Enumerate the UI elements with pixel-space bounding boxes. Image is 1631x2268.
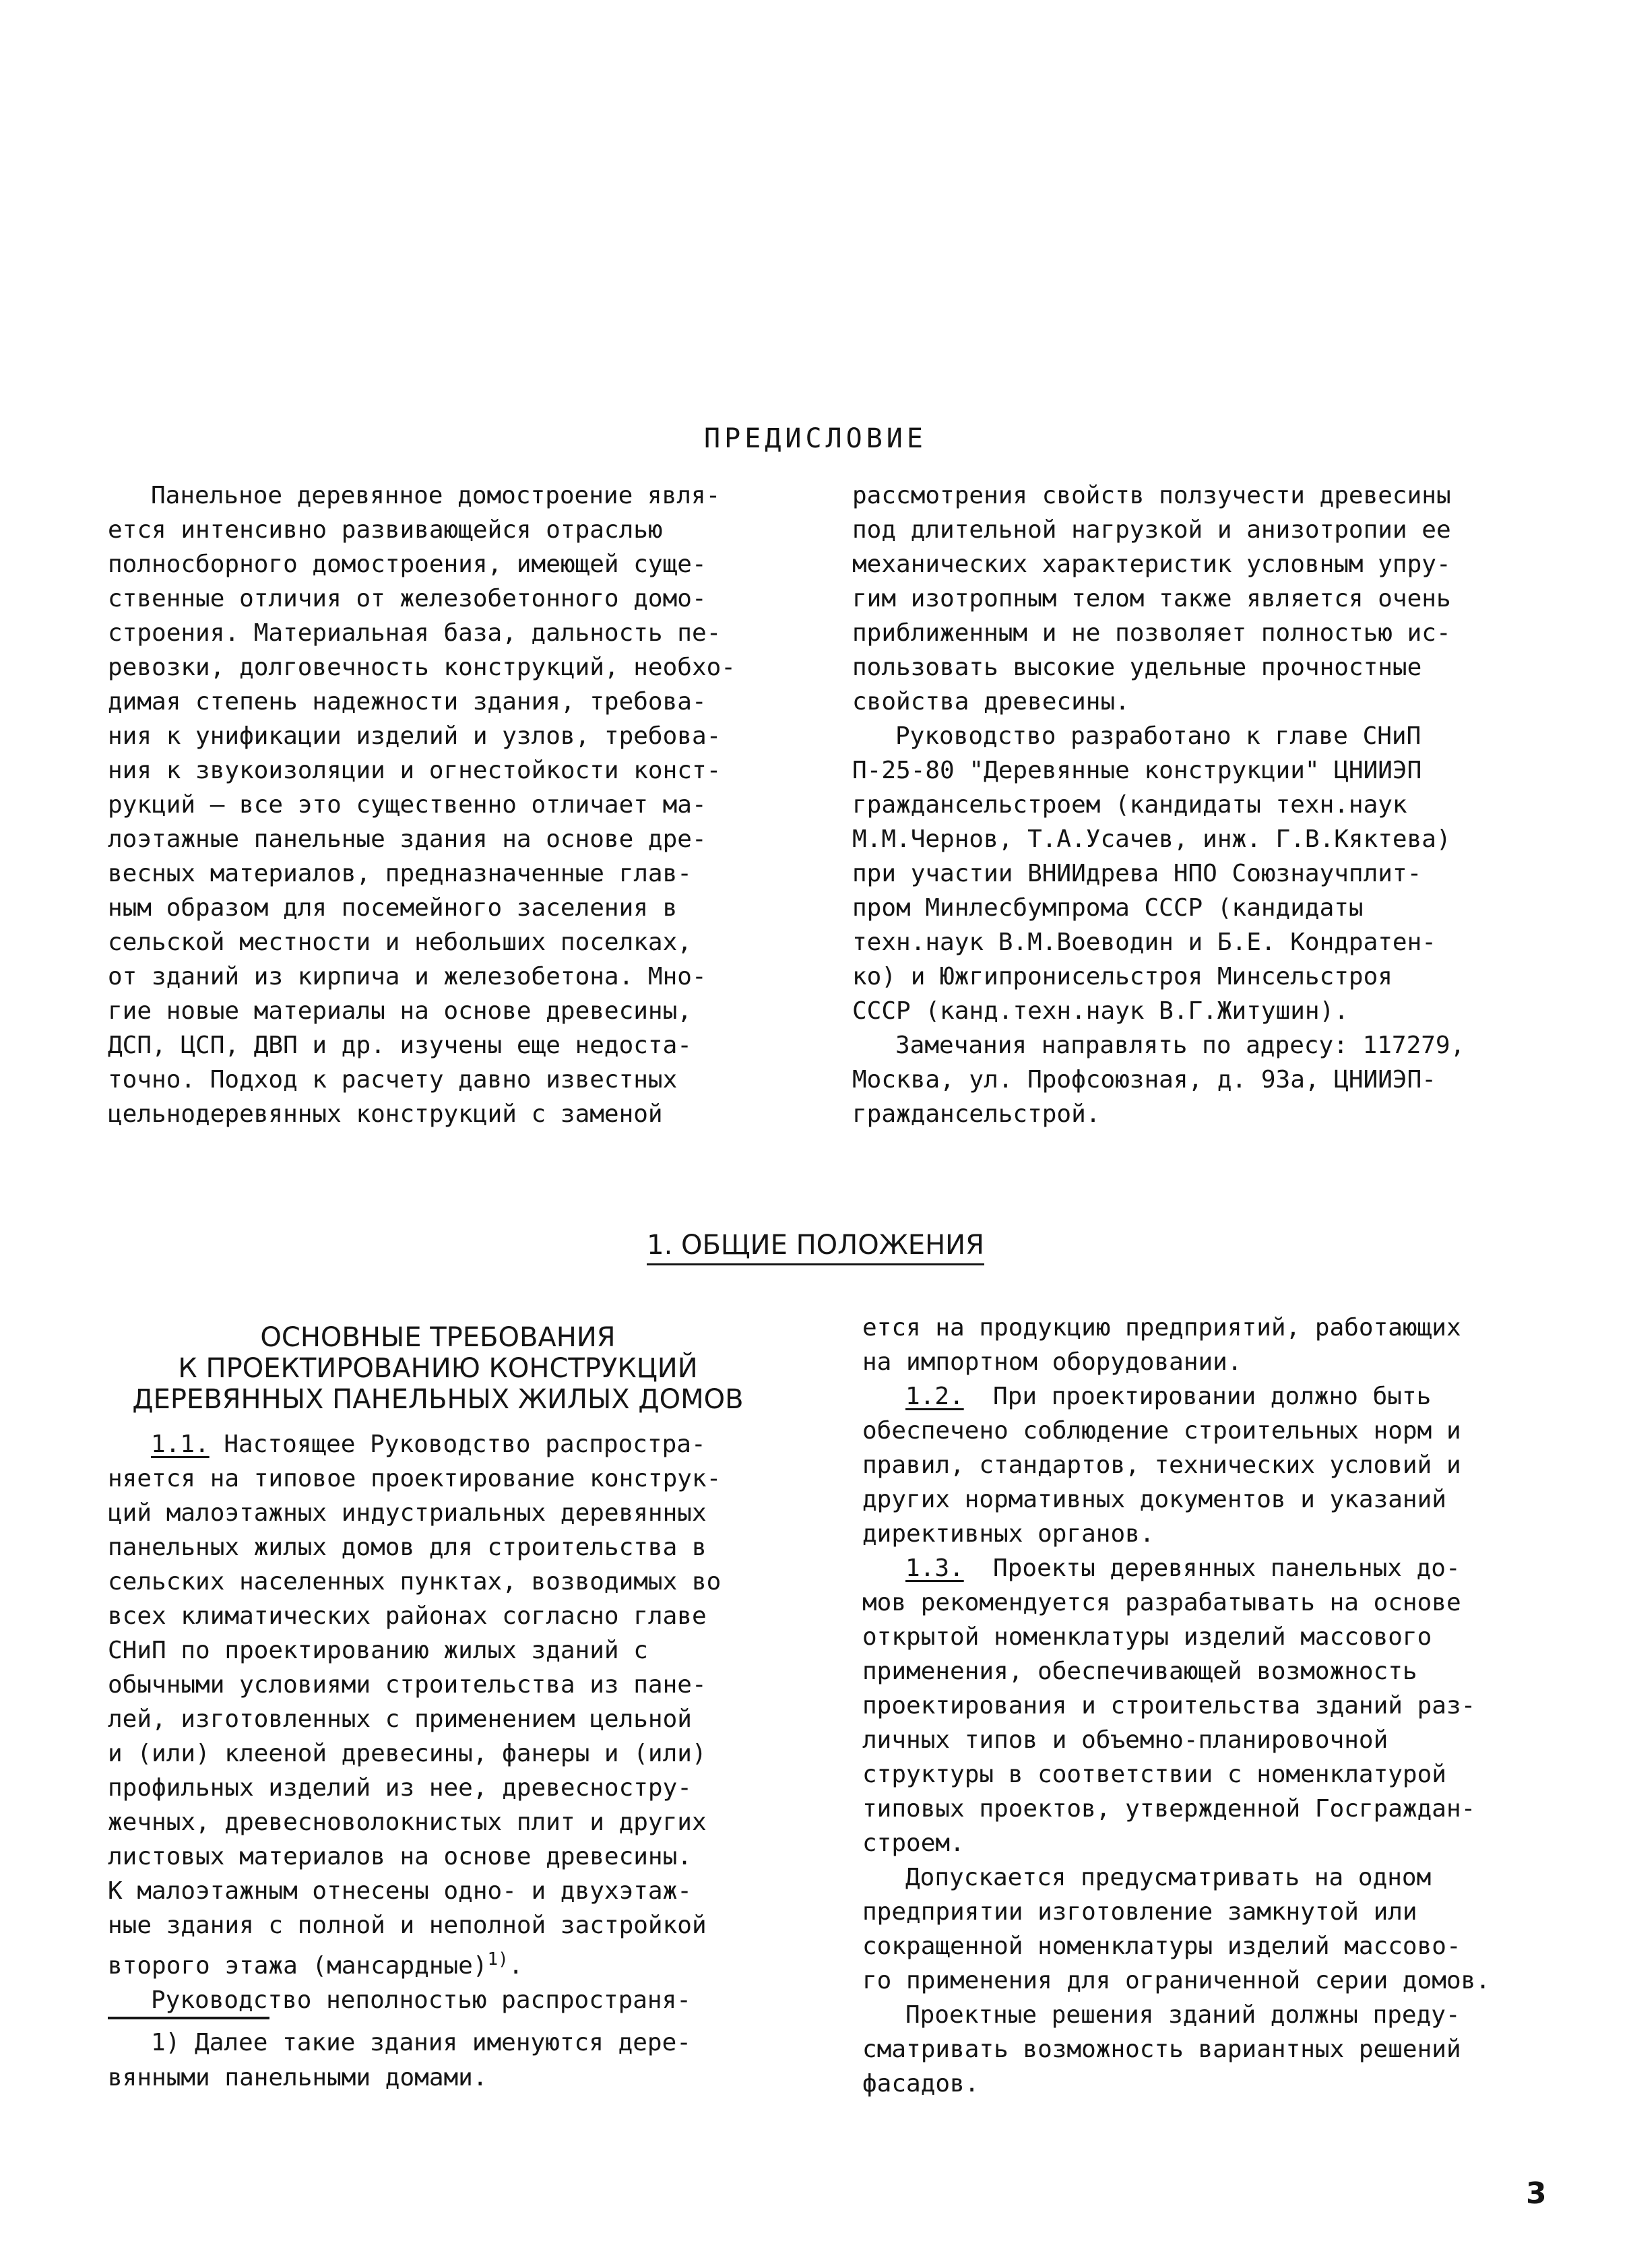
paragraph-1-1-line-6: СНиП по проектированию жилых зданий с bbox=[108, 1637, 648, 1664]
subtitle-line-1: ОСНОВНЫЕ ТРЕБОВАНИЯ bbox=[260, 1322, 616, 1353]
paragraph-1-2-first-line bbox=[862, 1379, 1576, 1414]
preface-right-line-9: П-25-80 "Деревянные конструкции" ЦНИИЭП bbox=[852, 757, 1422, 784]
clause-number-1-2: 1.2. bbox=[905, 1383, 964, 1410]
preface-left-line-3: полносборного домостроения, имеющей суще- bbox=[108, 550, 707, 578]
paragraph-1-4-body bbox=[862, 1895, 1576, 1998]
preface-right-line-19: граждансельстрой. bbox=[852, 1100, 1101, 1128]
preface-left-line-4: ственные отличия от железобетонного домо- bbox=[108, 585, 707, 612]
paragraph-1-1-line-12: листовых материалов на основе древесины. bbox=[108, 1843, 692, 1870]
footnote-line-1: 1) Далее такие здания именуются дере- bbox=[151, 2029, 691, 2056]
paragraph-1-4-first-line: Допускается предусматривать на одном bbox=[905, 1864, 1432, 1891]
paragraph-1-5-line-2: фасадов. bbox=[862, 2070, 980, 2098]
preface-left-line-11: лоэтажные панельные здания на основе дре- bbox=[108, 825, 707, 853]
preface-right-line-6: пользовать высокие удельные прочностные bbox=[852, 654, 1422, 681]
paragraph-1-1-first-text: Настоящее Руководство распростра- bbox=[209, 1430, 706, 1458]
paragraph-1-3-first-line bbox=[862, 1551, 1576, 1585]
section-right-column bbox=[862, 1311, 1576, 2101]
paragraph-1-2-first-text: При проектировании должно быть bbox=[963, 1383, 1432, 1410]
preface-right-line-5: приближенным и не позволяет полностью ис- bbox=[852, 619, 1451, 647]
paragraph-1-1-last-text: второго этажа (мансардные) bbox=[108, 1952, 488, 1980]
preface-left-line-16: гие новые материалы на основе древесины, bbox=[108, 997, 692, 1025]
clause-number-1-1: 1.1. bbox=[151, 1430, 210, 1458]
preface-left-line-19: цельнодеревянных конструкций с заменой bbox=[108, 1100, 663, 1128]
preface-left-line-15: от зданий из кирпича и железобетона. Мно- bbox=[108, 963, 707, 990]
paragraph-1-4-line-3: го применения для ограниченной серии домов. bbox=[862, 1967, 1490, 1994]
paragraph-1-3-line-7: типовых проектов, утвержденной Госграждан- bbox=[862, 1795, 1476, 1823]
footnote-rule bbox=[108, 2017, 269, 2019]
paragraph-1-3 bbox=[862, 1551, 1576, 1860]
section-heading-wrap bbox=[0, 1230, 1631, 1261]
preface-right-line-1: рассмотрения свойств ползучести древесины bbox=[852, 482, 1451, 509]
right-cont-line-2: на импортном оборудовании. bbox=[862, 1348, 1242, 1376]
paragraph-1-2 bbox=[862, 1379, 1576, 1551]
paragraph-1-1-line-8: лей, изготовленных с применением цельной bbox=[108, 1705, 692, 1733]
preface-right-line-8: Руководство разработано к главе СНиП bbox=[895, 722, 1421, 750]
preface-right-line-18: Москва, ул. Профсоюзная, д. 93а, ЦНИИЭП- bbox=[852, 1066, 1436, 1094]
preface-left-line-10: рукций – все это существенно отличает ма- bbox=[108, 791, 707, 819]
preface-right-column bbox=[852, 478, 1566, 1131]
paragraph-1-1-line-2: ций малоэтажных индустриальных деревянных bbox=[108, 1499, 707, 1527]
preface-left-line-17: ДСП, ЦСП, ДВП и др. изучены еще недоста- bbox=[108, 1032, 692, 1059]
paragraph-1-1-line-9: и (или) клееной древесины, фанеры и (или) bbox=[108, 1740, 707, 1767]
preface-left-line-2: ется интенсивно развивающейся отраслью bbox=[108, 516, 663, 544]
footnote bbox=[108, 2025, 781, 2096]
right-cont-line-1: ется на продукцию предприятий, работающих bbox=[862, 1314, 1461, 1342]
preface-left-line-5: строения. Материальная база, дальность пе- bbox=[108, 619, 722, 647]
preface-right-line-17: Замечания направлять по адресу: 117279, bbox=[895, 1032, 1465, 1059]
paragraph-1-1-end: . bbox=[508, 1952, 523, 1980]
paragraph-1-2-line-3: других нормативных документов и указаний bbox=[862, 1486, 1446, 1513]
right-continuation bbox=[862, 1311, 1576, 1379]
paragraph-1-1-first-line bbox=[108, 1427, 795, 1461]
preface-left-line-14: сельской местности и небольших поселках, bbox=[108, 928, 692, 956]
paragraph-1-3-line-2: открытой номенклатуры изделий массового bbox=[862, 1623, 1432, 1651]
preface-right-line-15: ко) и Южгипронисельстроя Минсельстроя bbox=[852, 963, 1393, 990]
preface-left-line-18: точно. Подход к расчету давно известных bbox=[108, 1066, 678, 1094]
preface-left-line-6: ревозки, долговечность конструкций, необхо- bbox=[108, 654, 736, 681]
preface-left-line-12: весных материалов, предназначенные глав- bbox=[108, 860, 692, 887]
paragraph-1-1 bbox=[108, 1427, 795, 2017]
footnote-line-2: вянными панельными домами. bbox=[108, 2064, 488, 2091]
paragraph-1-3-first-text: Проекты деревянных панельных до- bbox=[963, 1554, 1461, 1582]
preface-left-line-13: ным образом для посемейного заселения в bbox=[108, 894, 678, 922]
preface-right-line-16: СССР (канд.техн.наук В.Г.Житушин). bbox=[852, 997, 1349, 1025]
paragraph-1-4-line-1: предприятии изготовление замкнутой или bbox=[862, 1898, 1417, 1926]
paragraph-1-4 bbox=[862, 1860, 1576, 1998]
paragraph-1-1-line-13: К малоэтажным отнесены одно- и двухэтаж- bbox=[108, 1877, 692, 1905]
paragraph-1-3-line-3: применения, обеспечивающей возможность bbox=[862, 1658, 1417, 1685]
paragraph-1-1-line-10: профильных изделий из нее, древесностру- bbox=[108, 1774, 692, 1802]
paragraph-1-1-line-1: няется на типовое проектирование конструк- bbox=[108, 1465, 722, 1492]
paragraph-1-1-line-4: сельских населенных пунктах, возводимых во bbox=[108, 1568, 722, 1596]
paragraph-1-3-line-4: проектирования и строительства зданий раз- bbox=[862, 1692, 1476, 1720]
paragraph-1-1-line-7: обычными условиями строительства из пане- bbox=[108, 1671, 707, 1699]
paragraph-1-1-line-14: ные здания с полной и неполной застройкой bbox=[108, 1912, 707, 1939]
section-left-column bbox=[108, 1427, 795, 2017]
preface-right-line-11: М.М.Чернов, Т.А.Усачев, инж. Г.В.Кяктева) bbox=[852, 825, 1451, 853]
paragraph-1-5-first-line: Проектные решения зданий должны преду- bbox=[905, 2001, 1461, 2029]
paragraph-1-3-line-5: личных типов и объемно-планировочной bbox=[862, 1726, 1388, 1754]
section-subtitle bbox=[101, 1322, 775, 1415]
paragraph-1-1-body bbox=[108, 1461, 795, 1943]
paragraph-1-3-line-6: структуры в соответствии с номенклатурой bbox=[862, 1761, 1446, 1788]
preface-right-line-10: граждансельстроем (кандидаты техн.наук bbox=[852, 791, 1407, 819]
preface-left-line-1: Панельное деревянное домостроение явля- bbox=[151, 482, 721, 509]
paragraph-1-1-line-3: панельных жилых домов для строительства в bbox=[108, 1534, 707, 1561]
paragraph-1-5 bbox=[862, 1998, 1576, 2101]
paragraph-1-1-last-line bbox=[108, 1943, 795, 1983]
page-number: 3 bbox=[1526, 2176, 1547, 2211]
paragraph-1-2-line-4: директивных органов. bbox=[862, 1520, 1155, 1548]
preface-left-column bbox=[108, 478, 788, 1131]
preface-right-line-4: гим изотропным телом также является очень bbox=[852, 585, 1451, 612]
paragraph-1-1b-first-line: Руководство неполностью распространя- bbox=[151, 1986, 691, 2014]
preface-right-line-3: механических характеристик условным упру- bbox=[852, 550, 1451, 578]
preface-left-line-7: димая степень надежности здания, требова- bbox=[108, 688, 707, 716]
preface-right-line-12: при участии ВНИИдрева НПО Союзнаучплит- bbox=[852, 860, 1422, 887]
footnote-ref: 1) bbox=[487, 1949, 509, 1970]
paragraph-1-2-body bbox=[862, 1414, 1576, 1551]
paragraph-1-1-line-5: всех климатических районах согласно главе bbox=[108, 1602, 707, 1630]
paragraph-1-1-line-11: жечных, древесноволокнистых плит и других bbox=[108, 1808, 707, 1836]
subtitle-line-3: ДЕРЕВЯННЫХ ПАНЕЛЬНЫХ ЖИЛЫХ ДОМОВ bbox=[132, 1384, 744, 1415]
paragraph-1-5-body bbox=[862, 2032, 1576, 2101]
preface-right-line-7: свойства древесины. bbox=[852, 688, 1130, 716]
section-heading: 1. ОБЩИЕ ПОЛОЖЕНИЯ bbox=[647, 1230, 984, 1265]
preface-right-line-2: под длительной нагрузкой и анизотропии ее bbox=[852, 516, 1451, 544]
subtitle-line-2: К ПРОЕКТИРОВАНИЮ КОНСТРУКЦИЙ bbox=[178, 1353, 698, 1384]
paragraph-1-4-line-2: сокращенной номенклатуры изделий массово- bbox=[862, 1932, 1461, 1960]
preface-right-line-14: техн.наук В.М.Воеводин и Б.Е. Кондратен- bbox=[852, 928, 1436, 956]
clause-number-1-3: 1.3. bbox=[905, 1554, 964, 1582]
preface-right-line-13: пром Минлесбумпрома СССР (кандидаты bbox=[852, 894, 1364, 922]
preface-title: ПРЕДИСЛОВИЕ bbox=[704, 423, 927, 454]
paragraph-1-3-line-1: мов рекомендуется разрабатывать на основе bbox=[862, 1589, 1461, 1616]
preface-left-line-9: ния к звукоизоляции и огнестойкости конст- bbox=[108, 757, 722, 784]
paragraph-1-2-line-2: правил, стандартов, технических условий и bbox=[862, 1451, 1461, 1479]
paragraph-1-5-line-1: сматривать возможность вариантных решений bbox=[862, 2036, 1461, 2063]
paragraph-1-3-body bbox=[862, 1585, 1576, 1860]
preface-left-line-8: ния к унификации изделий и узлов, требова- bbox=[108, 722, 722, 750]
paragraph-1-3-line-8: строем. bbox=[862, 1829, 965, 1857]
paragraph-1-2-line-1: обеспечено соблюдение строительных норм и bbox=[862, 1417, 1461, 1445]
